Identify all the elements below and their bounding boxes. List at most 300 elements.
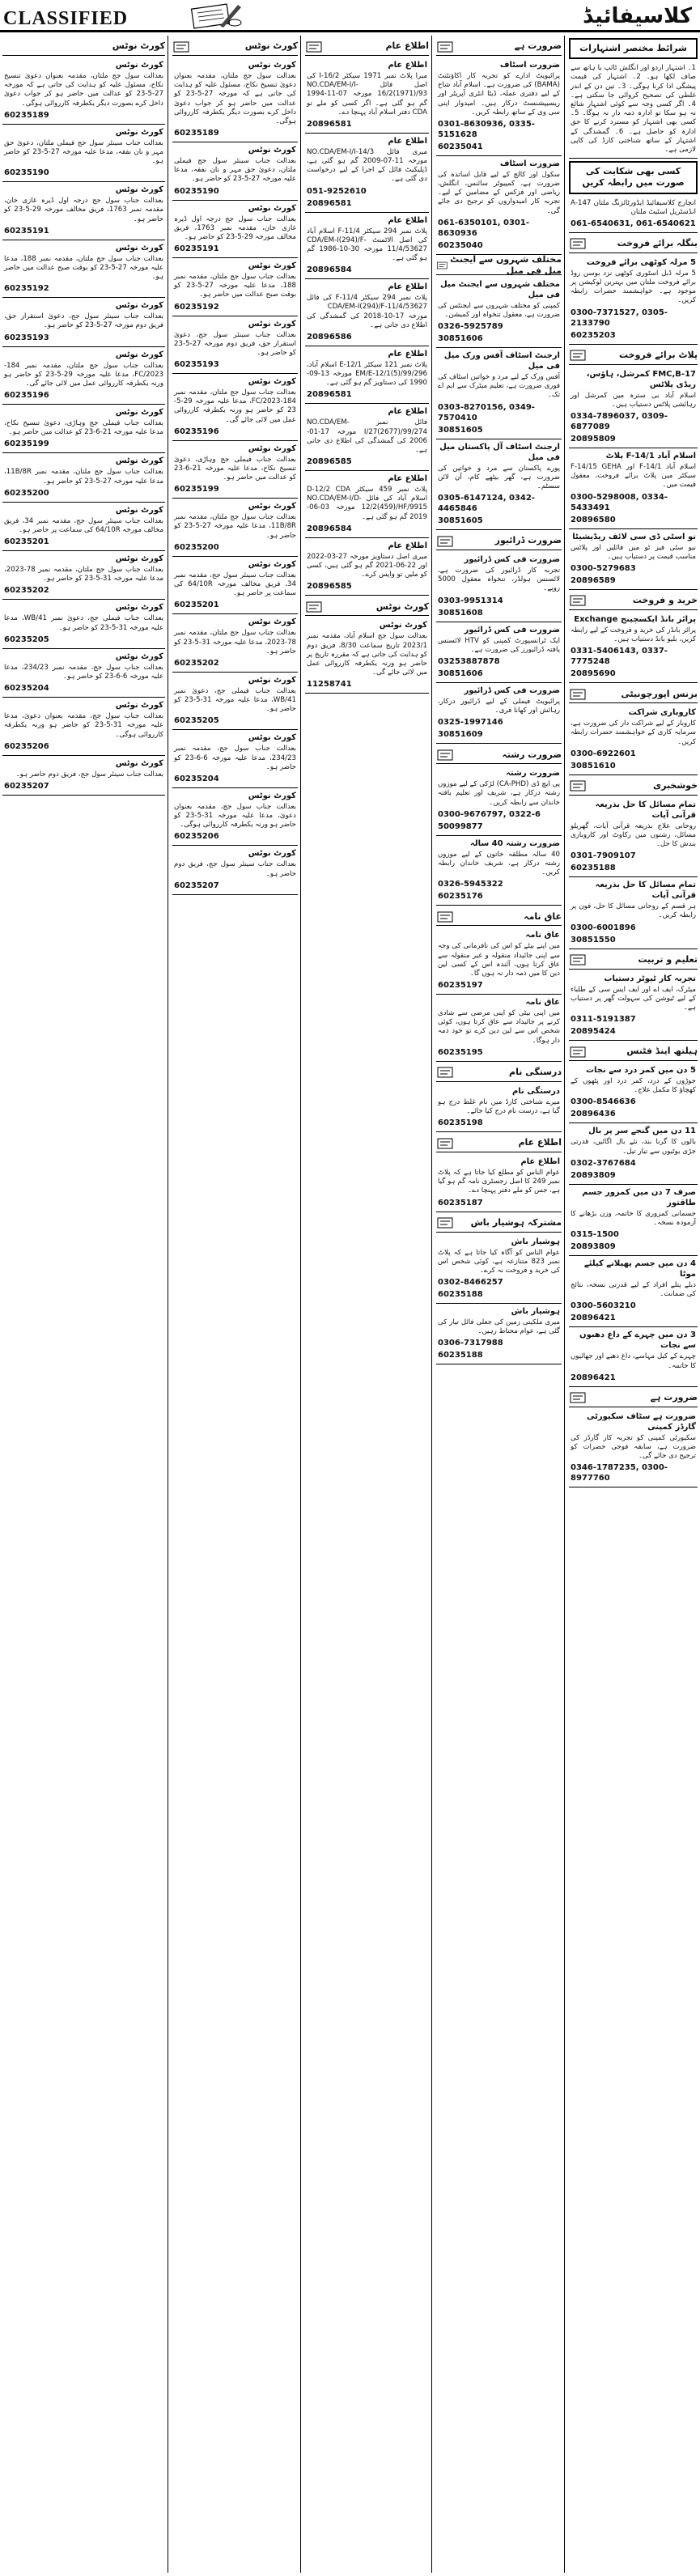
section-illustration-icon	[569, 687, 588, 702]
section-header	[436, 533, 562, 550]
classified-ad	[436, 156, 562, 255]
ad-reference-number: 60235199	[4, 439, 49, 449]
ad-phone: 03253887878	[438, 656, 500, 666]
classified-ad	[436, 683, 562, 744]
section-header	[436, 746, 562, 764]
classified-ad	[569, 448, 698, 529]
ad-phone: 0300-6922601	[571, 749, 636, 758]
ad-body: بعدالت جناب سول جج، مقدمہ بعنوان دعویٰ، مدعا علیہ مورخہ 31-5-23 کو حاضر ہو ورنہ یکطرفہ کارروائی ہوگی۔	[174, 802, 297, 830]
classified-ad	[172, 788, 298, 847]
ad-title: عاق نامہ	[525, 931, 560, 940]
ad-reference-number: 60235191	[4, 226, 49, 236]
ad-phone: 0300-6001896	[571, 923, 636, 932]
ad-reference-number: 061-6540631, 061-6540621	[571, 219, 696, 228]
section-header	[436, 253, 562, 277]
classified-ad	[172, 374, 298, 441]
classified-ad	[172, 557, 298, 615]
ad-title: کورٹ نوٹس	[248, 61, 296, 70]
section-header-label: کورٹ نوٹس	[244, 40, 298, 52]
ad-body: بعدالت سول جج اسلام آباد، مقدمہ نمبر 2023/1 تاریخ سماعت 8/30، فریق دوم کو ہدایت کی جاتی ہے کہ مقررہ تاریخ پر حاضر ہو ورنہ یکطرفہ کارروائی عمل میں لائی جائے گی۔	[307, 632, 427, 677]
ad-reference-number: 30851605	[438, 516, 483, 526]
ad-reference-number: 60235190	[174, 186, 219, 196]
ad-reference-number: 60235201	[174, 601, 219, 610]
classified-ad	[436, 1084, 562, 1132]
classified-ad	[172, 57, 298, 142]
ad-reference-number: 11258741	[307, 680, 352, 690]
ad-phone: 0346-1787235, 0300-8977760	[571, 1463, 668, 1483]
section-header	[305, 598, 429, 616]
section-header-label: اطلاع عام	[518, 1137, 562, 1148]
column-2	[434, 36, 565, 2573]
classified-ad	[2, 453, 165, 502]
classified-ad	[436, 927, 562, 995]
ad-body: ایک ٹرانسپورٹ کمپنی کو HTV لائسنس یافتہ ڈرائیورز کی ضرورت ہے۔	[438, 636, 560, 654]
section-illustration-icon	[436, 40, 456, 54]
classified-ad	[172, 499, 298, 557]
ad-body: کمپنی کو مختلف شہروں سے ایجنٹس کی ضرورت ہے، معقول تنخواہ اور کمیشن۔	[438, 301, 560, 319]
section-header	[436, 1064, 562, 1082]
ad-body: بعدالت جناب سینئر سول جج، دعویٰ استقرار حق، فریق دوم مورخہ 27-5-23 کو حاضر ہو۔	[174, 330, 296, 357]
ad-title: کورٹ نوٹس	[248, 791, 296, 800]
ad-title: کورٹ نوٹس	[248, 849, 296, 859]
section-illustration-icon	[569, 348, 588, 363]
ad-title: کورٹ نوٹس	[248, 502, 296, 511]
ad-reference-number: 30851606	[438, 668, 483, 678]
ad-title: تمام مسائل کا حل بذریعہ قرآنی آیات	[595, 800, 696, 820]
classified-ad	[436, 1304, 562, 1364]
classified-ad	[305, 346, 429, 405]
ad-reference-number: 60235188	[571, 864, 616, 873]
section-header-label: عاق نامہ	[524, 910, 562, 922]
section-illustration-icon	[436, 910, 456, 924]
ad-title: کورٹ نوٹس	[115, 701, 163, 711]
ad-title: ارجنٹ اسٹاف آفس ورک میل فی میل	[443, 351, 560, 371]
ad-title: نو اسٹی ڈی سی لائف ریڈیشیٹا	[572, 532, 696, 541]
notice-banner: شرائط مختصر اشتہارات	[569, 38, 698, 59]
classified-ad	[2, 125, 165, 183]
section-header-label: تعلیم و تربیت	[638, 953, 698, 965]
ad-phone: 0325-1997146	[438, 718, 503, 728]
ad-body: اسلام آباد F-14/1 اور F-14/15 GEHA سیکٹر میں پلاٹ برائے فروخت، معقول قیمت میں۔	[571, 462, 696, 490]
classified-ad	[569, 612, 698, 683]
classified-ad	[305, 134, 429, 213]
ad-phone: 0334-7896037, 0309-6877089	[571, 411, 668, 431]
classified-ad	[436, 277, 562, 348]
ad-reference-number: 60235040	[438, 240, 483, 250]
ad-body: پورے پاکستان سے مرد و خواتین کی ضرورت ہے، گھر بیٹھے کام، آن لائن سسٹم۔	[438, 464, 560, 490]
ad-title: کورٹ نوٹس	[115, 61, 163, 70]
section-illustration-icon	[305, 40, 325, 54]
ad-body: بعدالت جناب سول جج ملتان، مقدمہ نمبر 11B/8R، مدعا علیہ مورخہ 27-5-23 کو حاضر ہو۔	[4, 468, 163, 486]
classified-ad	[436, 439, 562, 531]
ad-reference-number: 20896421	[571, 1373, 616, 1382]
ad-body: عوام الناس کو مطلع کیا جاتا ہے کہ پلاٹ نمبر 249 کا اصل رجسٹری نامہ گم ہو گیا ہے، جس کو ملے دفتر پہنچا دے۔	[438, 1169, 560, 1195]
ad-title: کورٹ نوٹس	[248, 617, 296, 627]
ad-body: 5 مرلہ ڈبل اسٹوری کوٹھی نزد بوسن روڈ برائے فروخت ملتان میں بہترین لوکیشن پر موجود ہے۔ خواہشمند حضرات رابطہ کریں۔	[571, 269, 696, 305]
ad-title: اطلاع عام	[520, 1157, 560, 1167]
ad-body: جسمانی کمزوری کا خاتمہ، وزن بڑھانے کا آزمودہ نسخہ۔	[571, 1209, 696, 1227]
ad-title: اطلاع عام	[388, 349, 427, 359]
ad-phone: 0302-3767684	[571, 1158, 636, 1168]
ad-phone: 0331-5406143, 0337-7775248	[571, 647, 668, 667]
ad-title: تمام مسائل کا حل بذریعہ قرآنی آیات	[595, 881, 696, 901]
ad-title: کورٹ نوٹس	[115, 758, 163, 768]
ad-body: بعدالت جناب فیملی جج، دعویٰ نمبر 41/WB، مدعا علیہ مورخہ 31-5-23 کو حاضر ہو۔	[4, 614, 163, 632]
classified-ad	[569, 1185, 698, 1256]
section-header-label: بنگلہ برائے فروخت	[617, 238, 698, 249]
ad-body: بالوں کا گرنا بند، نئے بال اگائیں، قدرتی جڑی بوٹیوں سے تیار تیل۔	[571, 1138, 696, 1156]
section-header-label: خوشخبری	[653, 780, 698, 791]
ad-reference-number: 60235192	[4, 284, 49, 294]
ad-title: اطلاع عام	[388, 541, 427, 550]
section-illustration-icon	[569, 593, 588, 608]
ad-title: ضرورت اسٹاف	[499, 61, 560, 70]
ad-title: اطلاع عام	[388, 136, 427, 146]
ad-body: میرا پلاٹ نمبر 1971 سیکٹر 16/2-I کی اصل فائل NO.CDA/EM-I/I-16/2(1971)/93 مورخہ 07-11-1994 گم ہو گئی ہے۔ اگر کسی کو ملے تو CDA دفتر اسلام آباد پہنچا دے۔	[307, 72, 427, 117]
ad-reference-number: 20896589	[571, 575, 616, 585]
ad-reference-number: 60235193	[4, 333, 49, 342]
classified-ad	[569, 255, 698, 345]
section-header-label: مشترکہ ہوشیار باش	[470, 1216, 562, 1228]
ad-title: 5 مرلہ کوٹھی برائے فروخت	[586, 257, 696, 267]
section-header-label: ضرورت ہے	[650, 1392, 698, 1403]
ad-title: تجربہ کار ٹیوٹر دستیاب	[604, 974, 696, 983]
classified-ad	[436, 622, 562, 683]
ad-phone: 0301-8630936, 0335-5151628	[438, 119, 535, 139]
ad-body: چہرے کے کیل مہاسے، داغ دھبے اور جھائیوں کا خاتمہ۔	[571, 1352, 696, 1370]
ad-body: بعدالت جناب سول جج ملتان، مقدمہ نمبر 11B/8R، مدعا علیہ مورخہ 27-5-23 کو حاضر ہو۔	[174, 513, 297, 540]
ad-reference-number: 60235189	[4, 110, 49, 120]
section-header-label: ضرورت ہے	[514, 40, 562, 52]
ad-body: بعدالت جناب سول جج ملتان، مقدمہ نمبر 184-FC/2023، مدعا علیہ مورخہ 29-5-23 کو حاضر ہو ورنہ یکطرفہ کارروائی عمل میں لائی جائے گی۔	[174, 388, 296, 424]
ad-reference-number: 20896580	[571, 515, 616, 524]
classified-ad	[305, 57, 429, 134]
ad-title: کورٹ نوٹس	[115, 127, 163, 137]
classified-ad	[172, 673, 298, 731]
ad-title: کورٹ نوٹس	[115, 456, 163, 466]
classified-ad	[569, 1123, 698, 1184]
ad-title: ضرورت فی کس ڈرائیور	[464, 625, 560, 634]
classified-ad	[2, 698, 165, 756]
ad-body: روحانی علاج بذریعہ قرآنی آیات، گھریلو مسائل، رشتوں میں رکاوٹ اور کاروباری بندش کا حل۔	[571, 821, 696, 849]
ad-title: کاروباری شراکت	[628, 708, 696, 718]
classified-ad	[172, 142, 298, 201]
classified-ad	[436, 1154, 562, 1212]
ad-title: کورٹ نوٹس	[248, 319, 296, 329]
classified-ad	[172, 846, 298, 894]
classified-ad	[2, 600, 165, 648]
ad-title: کورٹ نوٹس	[115, 603, 163, 613]
classified-ad	[305, 617, 429, 694]
section-header	[569, 952, 698, 970]
classified-ad	[436, 766, 562, 836]
ad-title: 4 دن میں جسم پھیلانے کیلئے موٹا	[583, 1259, 696, 1280]
ad-phone: 0302-8466257	[438, 1278, 503, 1288]
ad-reference-number: 60235207	[4, 781, 49, 791]
ad-title: صرف 7 دن میں کمزور جسم طاقتور	[582, 1187, 696, 1207]
ad-body: انچارج کلاسیفائیڈ ایڈورٹائزنگ ملتان 147-A انڈسٹریل اسٹیٹ ملتان	[571, 198, 696, 216]
section-header-label: خرید و فروخت	[632, 595, 698, 606]
section-header	[436, 1135, 562, 1152]
ad-reference-number: 60235201	[4, 537, 49, 547]
section-header-label: ضرورت ڈرائیور	[494, 535, 562, 546]
ad-body: بعدالت جناب سول جج درجہ اول ڈیرہ غازی خان، مقدمہ نمبر 1763، فریق مخالف مورخہ 29-5-23 کو حاضر ہو۔	[4, 197, 164, 223]
ad-reference-number: 20895809	[571, 434, 616, 443]
ad-body: فائل نمبر NO.CDA/EM-I/27(2677)/99/274 مورخہ 17-01-2006 کی گمشدگی کی اطلاع دی جاتی ہے۔	[307, 418, 427, 454]
ad-reference-number: 20896584	[307, 265, 352, 275]
ad-body: بعدالت جناب سینئر سول جج، دعویٰ استقرار حق، فریق دوم مورخہ 27-5-23 کو حاضر ہو۔	[4, 312, 163, 330]
ad-body: بعدالت جناب سول جج ملتان، مقدمہ نمبر 78-2023، مدعا علیہ مورخہ 31-5-23 کو حاضر ہو۔	[174, 629, 296, 656]
ad-phone: 0311-5191387	[571, 1015, 636, 1025]
ad-title: درستگی نام	[511, 1086, 560, 1096]
ad-title: کورٹ نوٹس	[248, 203, 296, 213]
ad-phone: 051-9252610	[307, 186, 367, 196]
classified-ad	[2, 405, 165, 453]
section-illustration-icon	[436, 1065, 456, 1080]
section-header	[569, 685, 698, 703]
ad-reference-number: 60235041	[438, 142, 483, 151]
ad-body: بعدالت جناب سول جج، مقدمہ بعنوان دعویٰ، مدعا علیہ مورخہ 31-5-23 کو حاضر ہو ورنہ یکطرفہ کارروائی ہوگی۔	[4, 712, 164, 739]
ad-body: بعدالت جناب فیملی جج وہاڑی، دعویٰ تنسیخ نکاح، مدعا علیہ مورخہ 21-6-23 کو عدالت میں حاضر ہو۔	[4, 419, 163, 437]
ad-body: بعدالت جناب سول جج، مقدمہ نمبر 234/23، مدعا علیہ مورخہ 6-6-23 کو حاضر ہو۔	[174, 745, 297, 771]
ad-reference-number: 60235200	[174, 542, 219, 552]
ad-body: بعدالت سول جج ملتان، مقدمہ بعنوان دعویٰ تنسیخ نکاح، مسئول علیہ کو ہدایت کی جاتی ہے کہ مورخہ 27-5-23 کو عدالت میں حاضر ہو کر جواب دعویٰ داخل کرے بصورت دیگر یکطرفہ کارروائی ہوگی۔	[174, 72, 297, 125]
classified-ad	[172, 258, 298, 316]
classified-ad	[569, 367, 698, 448]
ad-phone: 0300-8546636	[571, 1097, 636, 1107]
classified-ad	[2, 756, 165, 796]
ad-title: ضرورت ہے سٹاف سکیورٹی گارڈز کمپنی	[587, 1411, 696, 1432]
section-illustration-icon	[436, 534, 456, 549]
classified-ad	[436, 836, 562, 906]
ad-body: پلاٹ نمبر 294 سیکٹر 11/4-F اسلام آباد کی اصل الاٹمنٹ CDA/EM-I(294)/F-11/4/53627 مورخہ 30-10-1986 گم ہو گئی ہے۔	[307, 227, 427, 263]
ad-body: اسلام آباد بی سترہ میں کمرشل اور رہائشی پلاٹس دستیاب ہیں۔	[571, 391, 696, 409]
ad-title: کورٹ نوٹس	[248, 377, 296, 387]
ad-title: اطلاع عام	[388, 282, 427, 292]
section-illustration-icon	[172, 40, 192, 54]
ad-title: ارجنٹ اسٹاف آل پاکستان میل فی میل	[439, 442, 560, 462]
classified-ad	[436, 348, 562, 439]
ad-reference-number: 20896585	[307, 582, 352, 592]
ad-reference-number: 60235199	[174, 485, 219, 494]
ad-body: پلاٹ نمبر 121 سیکٹر E-12/1 اسلام آباد، EM/E-12/1(5)/99/296 مورخہ 13-09-1990 کی دستاویز گم ہو گئی ہے۔	[307, 360, 427, 388]
ad-phone: 061-6350101, 0301-8630936	[438, 218, 529, 238]
section-header-label: پلاٹ برائے فروخت	[619, 349, 698, 360]
ad-body: بعدالت جناب سینئر سول جج فیملی ملتان، دعویٰ حق مہر و نان نفقہ، مدعا علیہ مورخہ 27-5-23 کو حاضر ہو۔	[174, 157, 296, 184]
classified-ad	[305, 471, 429, 538]
ad-reference-number: 30851609	[438, 730, 483, 740]
ad-reference-number: 60235188	[438, 1351, 483, 1360]
section-illustration-icon	[305, 600, 325, 614]
ad-reference-number: 60235205	[4, 634, 49, 644]
classified-ad	[2, 347, 165, 405]
ad-title: کورٹ نوٹس	[248, 261, 296, 271]
ad-body: بعدالت جناب سول جج ملتان، مقدمہ نمبر 78-2023، مدعا علیہ مورخہ 31-5-23 کو حاضر ہو۔	[4, 566, 163, 584]
ad-title: کورٹ نوٹس	[248, 675, 296, 685]
ad-title: اطلاع عام	[388, 215, 427, 225]
ad-title: کورٹ نوٹس	[115, 554, 163, 564]
classified-ad	[172, 614, 298, 673]
ad-title: اطلاع عام	[388, 474, 427, 484]
classified-ad	[172, 730, 298, 788]
classified-ad	[569, 1256, 698, 1327]
pen-paper-logo-icon	[188, 2, 243, 29]
ad-body: پی ایچ ڈی (CA-PHD) لڑکی کے لیے موزوں رشتہ درکار ہے، شریف اور تعلیم یافتہ خاندان سے رابطہ کریں۔	[438, 780, 561, 807]
ad-reference-number: 20896581	[307, 119, 352, 129]
section-header-label: مختلف شہروں سے ایجنٹ میل فی میل	[450, 253, 562, 277]
ad-body: میٹرک، ایف اے اور ایف ایس سی کے طلباء کے لیے ٹیوشن کی سہولت گھر پر دستیاب ہے۔	[571, 985, 696, 1012]
classified-ad	[436, 57, 562, 156]
section-header	[436, 1215, 562, 1233]
ad-title: پرائز بانڈ ایکسچینج Exchange	[574, 614, 696, 624]
masthead	[0, 0, 700, 32]
ad-phone: 0305-6147124, 0342-4465846	[438, 494, 535, 514]
ad-reference-number: 30851605	[438, 425, 483, 435]
ad-body: بعدالت سول جج ملتان، مقدمہ بعنوان دعویٰ تنسیخ نکاح، مسئول علیہ کو ہدایت کی جاتی ہے کہ مورخہ 27-5-23 کو عدالت میں حاضر ہو کر جواب دعویٰ داخل کرے بصورت دیگر یکطرفہ کارروائی ہوگی۔	[4, 72, 163, 108]
section-header	[436, 908, 562, 926]
ad-reference-number: 60235198	[438, 1118, 483, 1128]
notice-banner: کسی بھی شکایت کی صورت میں رابطہ کریں	[569, 161, 698, 194]
ad-phone: 0315-1500	[571, 1230, 619, 1240]
classified-ad	[2, 182, 165, 240]
ad-phone: 0300-5298008, 0334-5433491	[571, 492, 668, 512]
section-header	[569, 778, 698, 796]
ad-body: سکول اور کالج کے لیے قابل اساتذہ کی ضرورت ہے، کمپیوٹر سائنس، انگلش، ریاضی اور فزکس کے مضامین کے لیے۔ تجربہ کار امیدواروں کو ترجیح دی جائے گی۔	[438, 170, 560, 215]
ad-phone: 0326-5945322	[438, 880, 503, 889]
ad-title: اطلاع عام	[388, 61, 427, 70]
column-1	[566, 36, 700, 2573]
ad-body: پرائیویٹ فیملی کے لیے ڈرائیور درکار، رہائش اور کھانا فری۔	[438, 697, 560, 715]
ad-body: 40 سالہ مطلقہ خاتون کے لیے موزوں رشتہ درکار ہے، شریف خاندان رابطہ کریں۔	[438, 850, 560, 877]
section-illustration-icon	[569, 779, 588, 793]
ad-title: کورٹ نوٹس	[115, 408, 163, 418]
classified-ad	[2, 240, 165, 299]
ad-body: میری ملکیتی زمین کی جعلی فائل تیار کی گئی ہے، عوام محتاط رہیں۔	[438, 1318, 560, 1336]
classified-ad	[436, 995, 562, 1062]
ad-title: ضرورت رشتہ 40 سالہ	[469, 838, 560, 848]
ad-title: 3 دن میں چہرے کے داغ دھبوں سے نجات	[579, 1330, 696, 1351]
section-header	[172, 38, 298, 56]
ad-title: ہوشیار باش	[511, 1237, 560, 1246]
ad-body: بعدالت جناب فیملی جج، دعویٰ نمبر 41/WB، مدعا علیہ مورخہ 31-5-23 کو حاضر ہو۔	[174, 686, 297, 714]
section-title-urdu: کلاسیفائیڈ	[583, 4, 692, 28]
ad-body: سکیورٹی کمپنی کو تجربہ کار گارڈز کی ضرورت ہے، سابقہ فوجی حضرات کو ترجیح دی جائے گی۔	[571, 1433, 696, 1461]
ad-title: کورٹ نوٹس	[248, 146, 296, 155]
ad-reference-number: 20896421	[571, 1313, 616, 1323]
ad-reference-number: 60235203	[571, 330, 616, 340]
ad-title: کورٹ نوٹس	[115, 505, 163, 515]
ad-title: کورٹ نوٹس	[248, 443, 296, 453]
section-header-label: کورٹ نوٹس	[375, 601, 429, 612]
ad-reference-number: 60235191	[174, 244, 219, 254]
ad-phone: 0306-7317988	[438, 1339, 503, 1348]
classified-ad	[2, 551, 165, 600]
section-illustration-icon	[436, 1136, 456, 1151]
ad-body: میرے شناختی کارڈ میں نام غلط درج ہو گیا ہے، درست نام درج کیا جائے۔	[438, 1097, 560, 1115]
ad-phone: 0303-9951314	[438, 596, 503, 605]
classified-ad	[2, 57, 165, 125]
classified-ad	[305, 538, 429, 596]
ad-reference-number: 30851606	[438, 334, 483, 344]
classified-ad	[436, 552, 562, 622]
ad-reference-number: 60235195	[438, 1047, 483, 1057]
section-header-label: ضرورت رشتہ	[502, 749, 562, 760]
classified-ad	[2, 503, 165, 551]
ad-reference-number: 20896584	[307, 524, 352, 533]
classified-ad	[305, 279, 429, 346]
ad-reference-number: 60235190	[4, 168, 49, 178]
ad-phone: 0300-9676797, 0322-6	[438, 809, 541, 819]
ad-body: بعدالت جناب سینئر سول جج، فریق دوم حاضر ہو۔	[15, 770, 163, 779]
ad-title: اطلاع عام	[388, 407, 427, 417]
classified-ad	[569, 1327, 698, 1386]
ad-title: 11 دن میں گنجے سر پر بال	[588, 1127, 696, 1136]
column-3	[303, 36, 432, 2573]
ad-title: ضرورت فی کس ڈرائیور	[464, 555, 560, 565]
ad-reference-number: 20893809	[571, 1242, 616, 1252]
classified-ad	[436, 1234, 562, 1305]
ad-body: بعدالت جناب سینئر سول جج، مقدمہ نمبر 34، فریق مخالف مورخہ 64/10R کی سماعت پر حاضر ہو۔	[174, 571, 296, 598]
ad-reference-number: 20896586	[307, 332, 352, 342]
ad-reference-number: 20896581	[307, 198, 352, 208]
ad-reference-number: 60235192	[174, 302, 219, 312]
section-header-label: درستگی نام	[509, 1067, 562, 1078]
section-illustration-icon	[436, 748, 456, 762]
classified-ad	[569, 797, 698, 878]
ad-title: مختلف شہروں سے ایجنٹ میل فی میل	[439, 279, 560, 299]
ad-body: 1۔ اشتہار اردو اور انگلش ٹائپ یا ہاتھ سے صاف لکھا ہو۔ 2۔ اشتہار کی قیمت پیشگی ادا کرنا ہوگی۔ 3۔ تین دن کے اندر غلطی کی تصحیح کروائی جا سکتی ہے۔ 4۔ اگر کسی وجہ سے کوئی اشتہار شائع نہ ہو سکا تو ادارہ ذمہ دار نہ ہوگا۔ 5۔ کسی بھی اشتہار کو مسترد کرنے کا حق ادارہ کو حاصل ہے۔ 6۔ گمشدگی کے اشتہار کے ساتھ شناختی کارڈ کی کاپی لازمی ہے۔	[571, 64, 696, 154]
ad-body: میں اپنی بیٹی کو اپنی مرضی سے شادی کرنے پر جائیداد سے عاق کرتا ہوں، کوئی شخص اس سے لین دین کرے تو خود ذمہ دار ہوگا۔	[438, 1009, 560, 1045]
ad-reference-number: 60235189	[174, 129, 219, 138]
ad-body: میں اپنے بیٹے کو اس کی نافرمانی کی وجہ سے اپنی جائیداد منقولہ و غیر منقولہ سے عاق کرتا ہوں، آئندہ اس کے کسی لین دین کا میں ذمہ دار نہ ہوں گا۔	[438, 942, 560, 978]
ad-title: ہوشیار باش	[511, 1307, 560, 1317]
classified-ad	[569, 1409, 698, 1488]
ad-phone: 0300-5603210	[571, 1301, 636, 1311]
ad-body: عوام الناس کو آگاہ کیا جاتا ہے کہ پلاٹ نمبر 823 متنازعہ ہے، کوئی شخص اس کی خرید و فروخت نہ کرے۔	[438, 1248, 560, 1275]
ad-title: کورٹ نوٹس	[248, 559, 296, 569]
ad-body: ہر قسم کے روحانی مسائل کا حل، فون پر رابطہ کریں۔	[571, 902, 696, 920]
ad-reference-number: 60235193	[174, 360, 219, 370]
classified-ad	[172, 201, 298, 259]
ad-body: بعدالت جناب سول جج ملتان، مقدمہ نمبر 184-FC/2023، مدعا علیہ مورخہ 29-5-23 کو حاضر ہو ورنہ یکطرفہ کارروائی عمل میں لائی جائے گی۔	[4, 361, 164, 388]
ad-title: کورٹ نوٹس	[115, 651, 163, 661]
section-header-label: کورٹ نوٹس	[112, 40, 165, 52]
classified-ad	[2, 298, 165, 346]
ad-title: عاق نامہ	[525, 998, 560, 1008]
ad-title: اسلام آباد 1/F-14 پلاٹ	[605, 451, 696, 460]
ad-title: کورٹ نوٹس	[115, 301, 163, 311]
classified-page	[0, 36, 700, 2573]
section-illustration-icon	[569, 236, 588, 251]
ad-body: نیو سٹی فیز ٹو میں فائلیں اور پلاٹس مناسب قیمت پر دستیاب ہیں۔	[571, 543, 696, 561]
ad-phone: 0300-7371527, 0305-2133790	[571, 308, 668, 328]
ad-reference-number: 60235188	[438, 1290, 483, 1300]
ad-body: بعدالت جناب سول جج، مقدمہ نمبر 234/23، مدعا علیہ مورخہ 6-6-23 کو حاضر ہو۔	[4, 663, 163, 681]
ad-title: کورٹ نوٹس	[115, 185, 163, 195]
ad-phone: 0300-5279683	[571, 563, 636, 573]
classified-ad	[569, 197, 698, 233]
ad-phone: 0326-5925789	[438, 322, 503, 332]
ad-reference-number: 60235197	[438, 981, 483, 991]
classified-ad	[305, 213, 429, 280]
section-illustration-icon	[436, 258, 449, 273]
ad-title: FMC,B-17 کمرشل، ہاؤس، ریڈی پلاٹس	[586, 369, 696, 389]
ad-body: دبلے پتلے افراد کے لیے قدرتی نسخہ، نتائج کی ضمانت۔	[571, 1281, 696, 1299]
ad-body: بعدالت جناب سول جج درجہ اول ڈیرہ غازی خان، مقدمہ نمبر 1763، فریق مخالف مورخہ 29-5-23 کو حاضر ہو۔	[174, 214, 296, 241]
ad-phone: 0303-8270156, 0349-7570410	[438, 402, 535, 422]
ad-reference-number: 20895690	[571, 669, 616, 679]
ad-reference-number: 60235196	[4, 391, 49, 401]
